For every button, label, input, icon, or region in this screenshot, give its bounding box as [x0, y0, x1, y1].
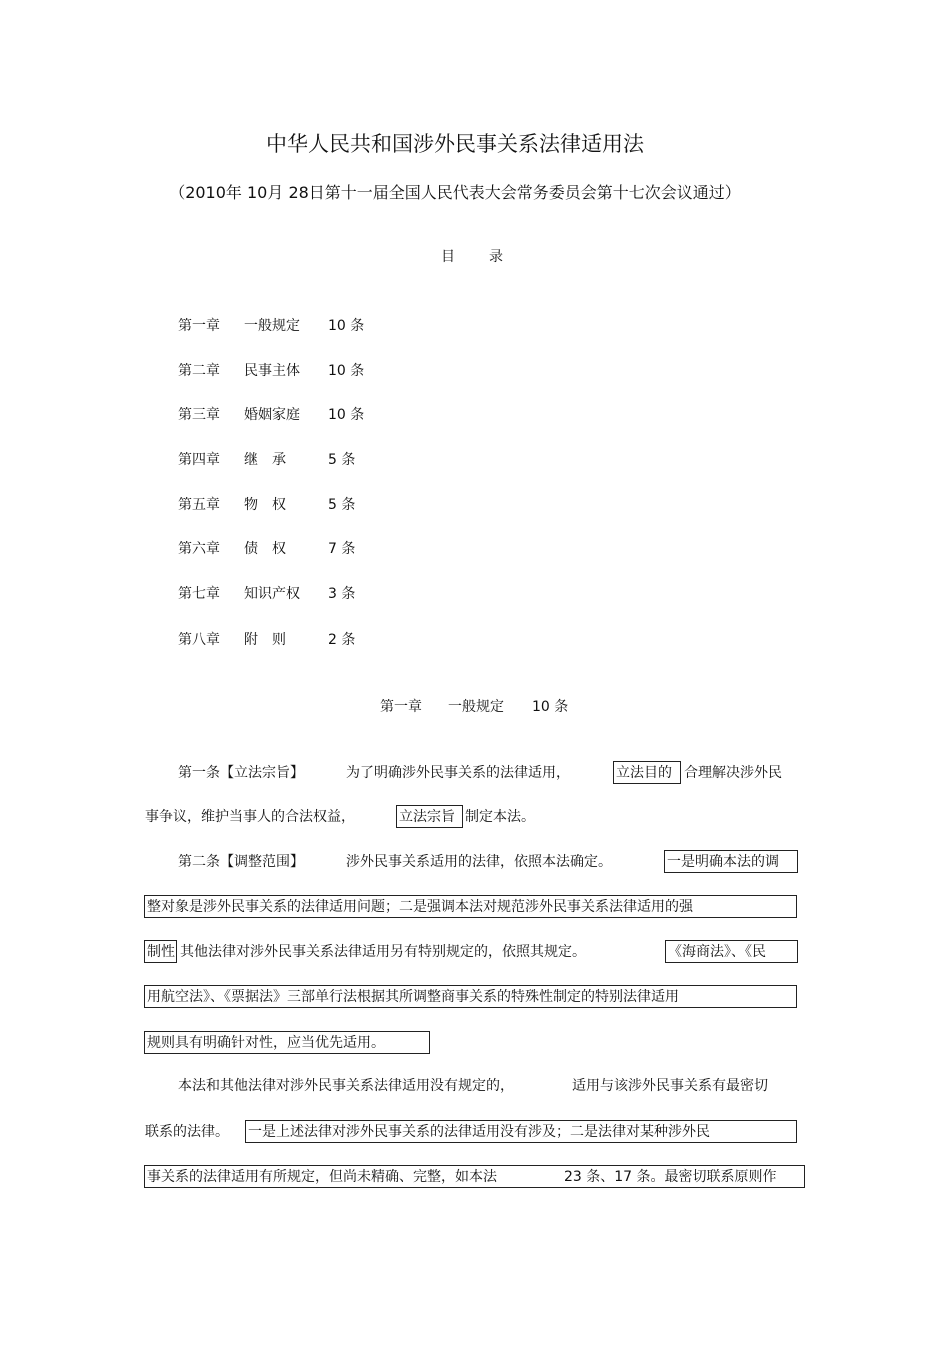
toc-chapter: 第二章 — [178, 363, 220, 379]
toc-name: 知识产权 — [244, 586, 300, 602]
annotation-box: 一是上述法律对涉外民事关系的法律适用没有涉及；二是法律对某种涉外民 — [245, 1120, 797, 1143]
toc-count: 3 条 — [328, 586, 356, 602]
annotation-box: 《海商法》、《民 — [665, 940, 798, 963]
article-text: 其他法律对涉外民事关系法律适用另有特别规定的，依照其规定。 — [180, 944, 586, 960]
annotation-box: 立法宗旨 — [396, 805, 463, 828]
article-label: 第二条【调整范围】 — [178, 854, 304, 870]
article-text: 事争议，维护当事人的合法权益， — [145, 809, 355, 825]
annotation-box: 立法目的 — [613, 761, 681, 784]
toc-heading: 目录 — [441, 249, 537, 265]
article-label: 第一条【立法宗旨】 — [178, 765, 304, 781]
toc-name: 附 则 — [244, 632, 286, 648]
toc-name: 物 权 — [244, 497, 286, 513]
annotation-box: 用航空法》、《票据法》三部单行法根据其所调整商事关系的特殊性制定的特别法律适用 — [144, 985, 797, 1008]
toc-count: 10 条 — [328, 363, 365, 379]
article-text: 联系的法律。 — [145, 1124, 229, 1140]
annotation-box: 制性 — [144, 940, 177, 963]
toc-count: 5 条 — [328, 452, 356, 468]
document-subtitle: （2010年 10月 28日第十一届全国人民代表大会常务委员会第十七次会议通过） — [169, 183, 741, 202]
toc-chapter: 第六章 — [178, 541, 220, 557]
chapter-name: 一般规定 — [448, 699, 504, 715]
toc-count: 7 条 — [328, 541, 356, 557]
toc-count: 5 条 — [328, 497, 356, 513]
chapter-count: 10 条 — [532, 699, 569, 715]
annotation-text: 事关系的法律适用有所规定，但尚未精确、完整，如本法 — [147, 1169, 497, 1185]
toc-count: 10 条 — [328, 318, 365, 334]
toc-chapter: 第七章 — [178, 586, 220, 602]
toc-name: 继 承 — [244, 452, 286, 468]
toc-name: 婚姻家庭 — [244, 407, 300, 423]
annotation-text: 23 条、17 条。最密切联系原则作 — [564, 1169, 777, 1185]
annotation-box — [144, 1165, 805, 1188]
article-text: 适用与该涉外民事关系有最密切 — [572, 1078, 768, 1094]
article-text: 制定本法。 — [465, 809, 535, 825]
annotation-box: 整对象是涉外民事关系的法律适用问题；二是强调本法对规范涉外民事关系法律适用的强 — [144, 895, 797, 918]
toc-name: 一般规定 — [244, 318, 300, 334]
article-text: 涉外民事关系适用的法律，依照本法确定。 — [346, 854, 612, 870]
toc-count: 2 条 — [328, 632, 356, 648]
toc-name: 债 权 — [244, 541, 286, 557]
toc-chapter: 第四章 — [178, 452, 220, 468]
chapter-number: 第一章 — [380, 699, 422, 715]
annotation-box: 一是明确本法的调 — [664, 850, 798, 873]
toc-chapter: 第三章 — [178, 407, 220, 423]
toc-chapter: 第一章 — [178, 318, 220, 334]
toc-chapter: 第八章 — [178, 632, 220, 648]
toc-name: 民事主体 — [244, 363, 300, 379]
document-title: 中华人民共和国涉外民事关系法律适用法 — [266, 132, 644, 156]
toc-count: 10 条 — [328, 407, 365, 423]
annotation-box: 规则具有明确针对性，应当优先适用。 — [144, 1031, 430, 1054]
article-text: 合理解决涉外民 — [684, 765, 782, 781]
toc-chapter: 第五章 — [178, 497, 220, 513]
article-text: 为了明确涉外民事关系的法律适用， — [346, 765, 570, 781]
article-text: 本法和其他法律对涉外民事关系法律适用没有规定的， — [178, 1078, 514, 1094]
